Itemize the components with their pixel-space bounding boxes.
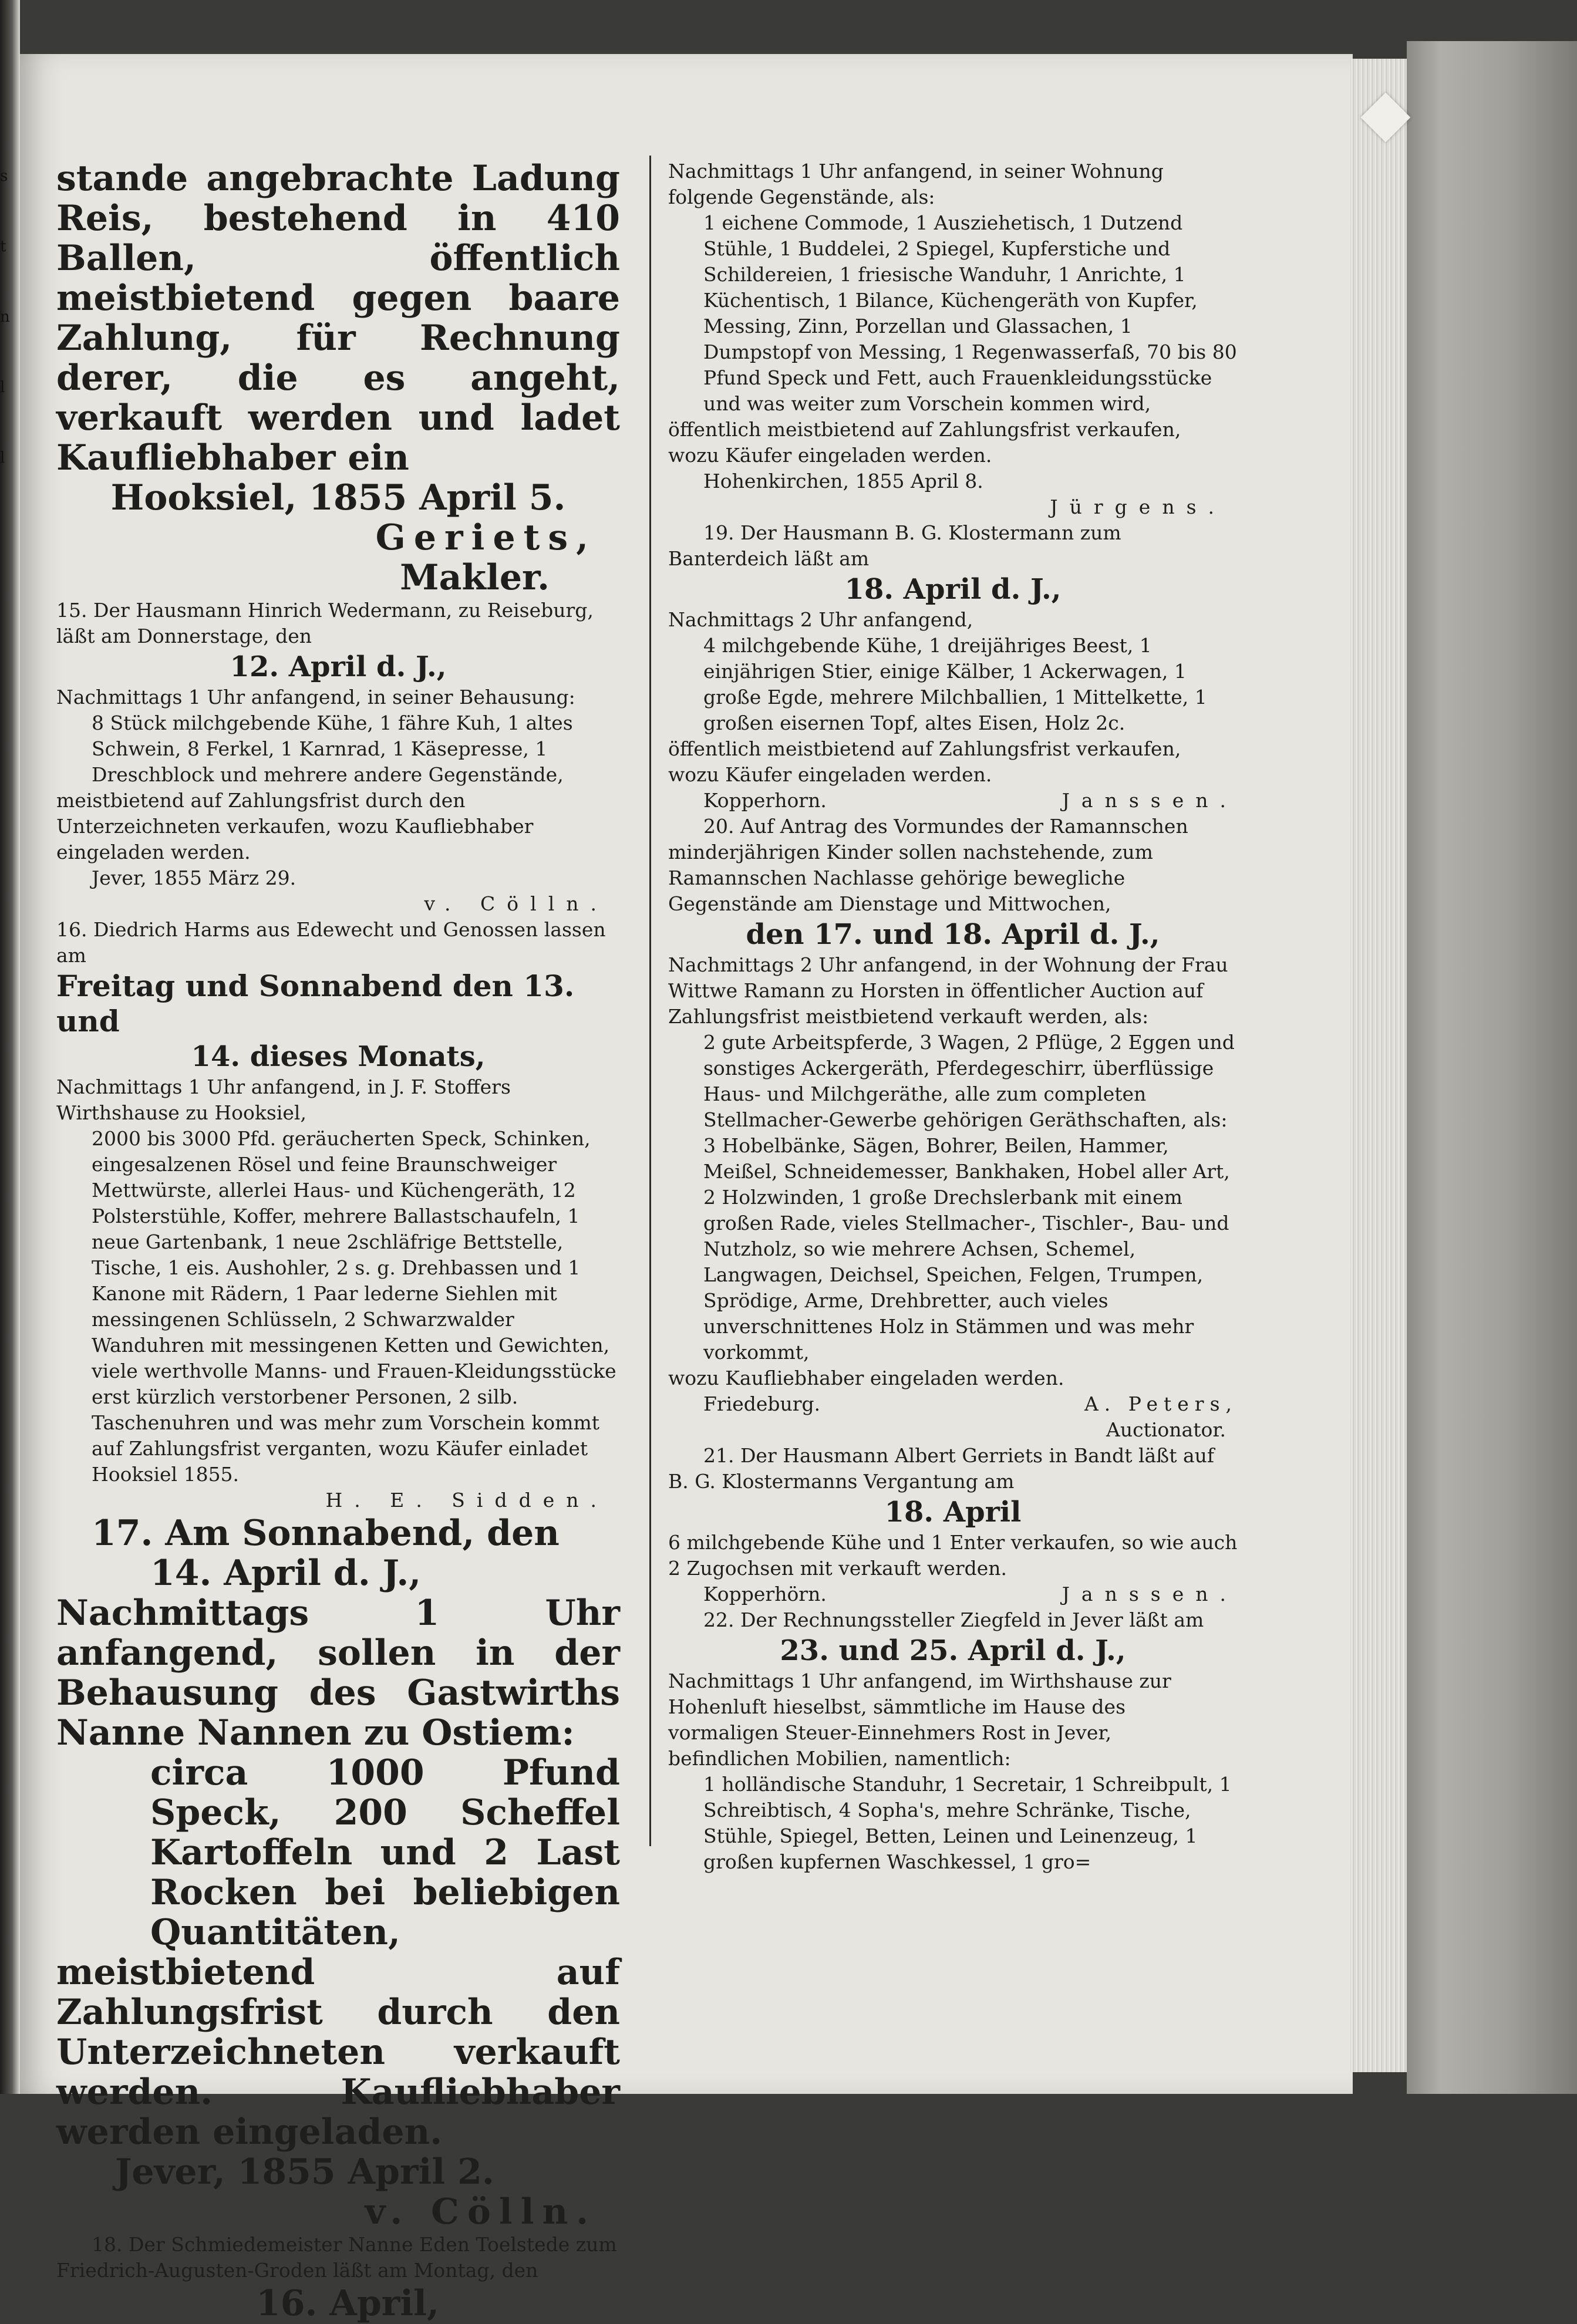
notice-15-signature: v. Cölln.: [424, 892, 608, 915]
notice-16-date-line1: Freitag und Sonnabend den 13. und: [56, 969, 575, 1038]
notice-18-intro: 18. Der Schmiedemeister Nanne Eden Toelstede zum Friedrich-Augusten-Groden läßt am Montag, den: [56, 2233, 617, 2282]
notice-18-date: 16. April,: [256, 2283, 439, 2324]
notice-18-continued-intro: Nachmittags 1 Uhr anfangend, in seiner Wohnung folgende Gegenstände, als:: [668, 160, 1164, 208]
notice-15-intro: 15. Der Hausmann Hinrich Wedermann, zu Reiseburg, läßt am Donnerstage, den: [56, 599, 594, 647]
notice-15-tail: meistbietend auf Zahlungsfrist durch den Unterzeichneten verkaufen, wozu Kaufliebhaber eingeladen werden.: [56, 789, 534, 864]
notice-16-items: 2000 bis 3000 Pfd. geräucherten Speck, Schinken, eingesalzenen Rösel und feine Braunschweiger Mettwürste, allerlei Haus- und Küchengeräth, 12 Polsterstühle, Koffer, mehrere Ballastschaufeln, 1 neue Gartenbank, 1 neue 2schläfrige Bettstelle, Tische, 1 eis. Aushohler, 2 s. g. Drehbassen und 1 Kanone mit Rädern, 1 Paar lederne Siehlen mit messingenen Schlüsseln, 2 Schwarzwalder Wanduhren mit messingenen Ketten und Gewichten, viele werthvolle Manns- und Frauen-Kleidungsstücke erst kürzlich verstorbener Personen, 2 silb. Taschenuhren und was mehr zum Vorschein kommt auf Zahlungsfrist verganten, wozu Käufer einladet: [92, 1127, 616, 1460]
notice-21-signature: Janssen.: [1062, 1583, 1238, 1605]
notice-19-footer: [668, 788, 1238, 814]
notice-21-intro: 21. Der Hausmann Albert Gerriets in Bandt läßt auf B. G. Klostermanns Vergantung am: [668, 1444, 1215, 1493]
notice-17-signature: v. Cölln.: [365, 2191, 597, 2232]
notice-18-tail: öffentlich meistbietend auf Zahlungsfrist verkaufen, wozu Käufer eingeladen werden.: [668, 418, 1181, 467]
notice-19-tail: öffentlich meistbietend auf Zahlungsfrist verkaufen, wozu Käufer eingeladen werden.: [668, 737, 1181, 786]
notice-14-continued: stande angebrachte Ladung Reis, bestehend in 410 Ballen, öffentlich meistbietend gegen baare Zahlung, für Rechnung derer, die es angeht, verkauft werden und ladet Kaufliebhaber ein: [56, 158, 620, 478]
notice-14-signature: Geriets,: [375, 517, 597, 558]
notice-19-items: 4 milchgebende Kühe, 1 dreijähriges Beest, 1 einjährigen Stier, einige Kälber, 1 Ackerwagen, 1 große Egde, mehrere Milchballien, 1 Mittelkette, 1 großen eisernen Topf, altes Eisen, Holz 2c.: [703, 634, 1207, 734]
notice-22-text: Nachmittags 1 Uhr anfangend, im Wirthshause zur Hohenluft hieselbst, sämmtliche im Hause des vormaligen Steuer-Einnehmers Rost in Jever, befindlichen Mobilien, namentlich:: [668, 1669, 1171, 1770]
notice-20-footer: [668, 1391, 1238, 1417]
notice-18-signature: Jürgens.: [1050, 495, 1226, 518]
notice-14-place-date: Hooksiel, 1855 April 5.: [110, 477, 566, 518]
page-edges: [1350, 59, 1407, 2072]
notice-16-place: Hooksiel 1855.: [92, 1463, 240, 1486]
facing-page-fragments: s t n l l: [0, 167, 10, 467]
notice-20-text: Nachmittags 2 Uhr anfangend, in der Wohnung der Frau Wittwe Ramann zu Horsten in öffentlicher Auction auf Zahlungsfrist meistbietend verkauft werden, als:: [668, 953, 1228, 1028]
notice-20-tail: wozu Kaufliebhaber eingeladen werden.: [668, 1367, 1064, 1389]
notice-20-items: 2 gute Arbeitspferde, 3 Wagen, 2 Pflüge, 2 Eggen und sonstiges Ackergeräth, Pferdegeschirr, überflüssige Haus- und Milchgeräthe, alle zum completen Stellmacher-Gewerbe gehörigen Geräthschaften, als: 3 Hobelbänke, Sägen, Bohrer, Beilen, Hammer, Meißel, Schneidemesser, Bankhaken, Hobel aller Art, 2 Holzwinden, 1 große Drechslerbank mit einem großen Rade, vieles Stellmacher-, Tischler-, Bau- und Nutzholz, so wie mehrere Achsen, Schemel, Langwagen, Deichsel, Speichen, Felgen, Trumpen, Sprödige, Arme, Drehbretter, auch vieles unverschnittenes Holz in Stämmen und was mehr vorkommt,: [703, 1031, 1235, 1364]
notice-17-date: 14. April d. J.,: [150, 1553, 422, 1594]
notice-16-time: Nachmittags 1 Uhr anfangend, in J. F. Stoffers Wirthshause zu Hooksiel,: [56, 1075, 511, 1124]
notice-20-date: den 17. und 18. April d. J.,: [746, 918, 1160, 951]
notice-22-items: 1 holländische Standuhr, 1 Secretair, 1 Schreibpult, 1 Schreibtisch, 4 Sopha's, mehre Schränke, Tische, Stühle, Spiegel, Betten, Leinen und Leinenzeug, 1 großen kupfernen Waschkessel, 1 gro=: [703, 1773, 1232, 1873]
notice-20-intro: 20. Auf Antrag des Vormundes der Ramannschen minderjährigen Kinder sollen nachstehende, zum Ramannschen Nachlasse gehörige bewegliche Gegenstände am Dienstage und Mittwochen,: [668, 815, 1188, 915]
notice-19-signature: Janssen.: [1062, 789, 1238, 812]
notice-17-place: Jever, 1855 April 2.: [115, 2151, 494, 2193]
notice-21-place: Kopperhörn.: [703, 1583, 827, 1605]
notice-16-signature: H. E. Sidden.: [325, 1489, 608, 1512]
notice-20-signature: A. Peters,: [1084, 1392, 1238, 1415]
notice-19-place: Kopperhorn.: [703, 789, 827, 812]
notice-21-date: 18. April: [884, 1496, 1022, 1529]
left-column: [56, 158, 620, 2323]
notice-17-items: circa 1000 Pfund Speck, 200 Scheffel Kartoffeln und 2 Last Rocken bei beliebigen Quantitäten,: [150, 1752, 620, 1953]
notice-20-role: Auctionator.: [1106, 1418, 1226, 1441]
notice-17-tail: meistbietend auf Zahlungsfrist durch den Unterzeichneten verkauft werden. Kaufliebhaber werden eingeladen.: [56, 1952, 620, 2153]
notice-18-items: 1 eichene Commode, 1 Ausziehetisch, 1 Dutzend Stühle, 1 Buddelei, 2 Spiegel, Kupferstiche und Schildereien, 1 friesische Wanduhr, 1 Anrichte, 1 Küchentisch, 1 Bilance, Küchengeräth von Kupfer, Messing, Zinn, Porzellan und Glassachen, 1 Dumpstopf von Messing, 1 Regenwasserfaß, 70 bis 80 Pfund Speck und Fett, auch Frauenkleidungsstücke und was weiter zum Vorschein kommen wird,: [703, 211, 1237, 415]
notice-15-time: Nachmittags 1 Uhr anfangend, in seiner Behausung:: [56, 686, 575, 709]
notice-16-intro: 16. Diedrich Harms aus Edewecht und Genossen lassen am: [56, 918, 606, 967]
notice-19-date: 18. April d. J.,: [844, 573, 1062, 606]
notice-22-intro: 22. Der Rechnungssteller Ziegfeld in Jever läßt am: [703, 1608, 1204, 1631]
notice-19-intro: 19. Der Hausmann B. G. Klostermann zum Banterdeich läßt am: [668, 521, 1121, 570]
notice-17-heading: 17. Am Sonnabend, den: [92, 1513, 560, 1554]
notice-21-footer: [668, 1581, 1238, 1607]
book-cover: [1407, 41, 1577, 2094]
notice-15-items: 8 Stück milchgebende Kühe, 1 fähre Kuh, 1 altes Schwein, 8 Ferkel, 1 Karnrad, 1 Käsepresse, 1 Dreschblock und mehrere andere Gegenstände,: [92, 711, 573, 786]
notice-21-text: 6 milchgebende Kühe und 1 Enter verkaufen, so wie auch 2 Zugochsen mit verkauft werden.: [668, 1531, 1238, 1580]
column-divider: [649, 156, 651, 1846]
right-column: [668, 158, 1238, 1875]
notice-16-date-line2: 14. dieses Monats,: [191, 1040, 486, 1073]
notice-19-time: Nachmittags 2 Uhr anfangend,: [668, 608, 973, 631]
notice-20-place: Friedeburg.: [703, 1392, 821, 1415]
notice-15-date: 12. April d. J.,: [230, 650, 447, 683]
notice-15-place: Jever, 1855 März 29.: [92, 866, 296, 889]
notice-14-role: Makler.: [400, 557, 550, 598]
notice-22-date: 23. und 25. April d. J.,: [780, 1634, 1126, 1667]
notice-18-place: Hohenkirchen, 1855 April 8.: [703, 470, 983, 493]
notice-17-text: Nachmittags 1 Uhr anfangend, sollen in der Behausung des Gastwirths Nanne Nannen zu Ostiem:: [56, 1593, 620, 1753]
